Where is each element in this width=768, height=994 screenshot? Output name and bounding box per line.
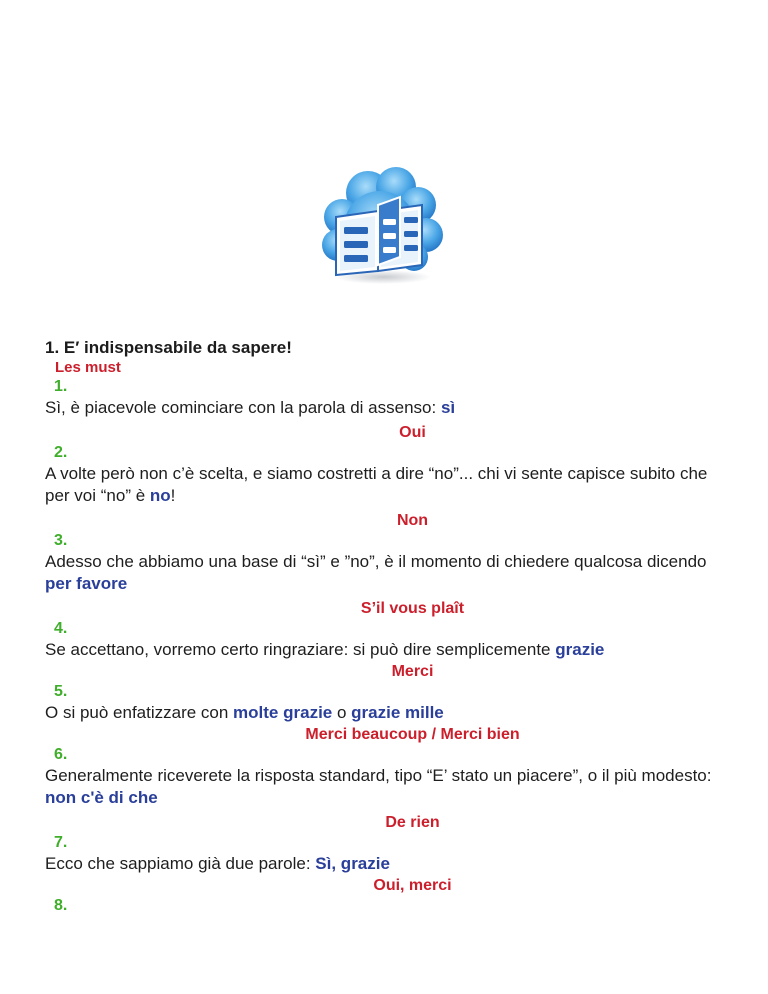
item-number: 8.	[54, 897, 68, 914]
italian-phrase: Sì, grazie	[315, 854, 390, 873]
french-translation: Non	[396, 512, 429, 529]
list-item	[45, 531, 735, 619]
cloud-book-icon	[318, 165, 448, 290]
item-number: 7.	[54, 834, 68, 851]
french-translation: Oui, merci	[373, 877, 452, 894]
item-number: 4.	[54, 620, 68, 637]
list-item	[45, 443, 735, 531]
item-text: O si può enfatizzare con molte grazie o grazie mille	[45, 703, 444, 722]
italian-phrase: sì	[440, 398, 456, 417]
french-translation: S’il vous plaît	[360, 600, 465, 617]
list-item	[45, 619, 735, 682]
item-text: Se accettano, vorremo certo ringraziare: si può dire semplicemente grazie	[45, 640, 605, 659]
italian-phrase: grazie mille	[351, 703, 444, 722]
item-text: A volte però non c’è scelta, e siamo costretti a dire “no”... chi vi sente capisce subito che per voi “no” è no!	[45, 464, 708, 505]
item-text: Sì, è piacevole cominciare con la parola di assenso: sì	[45, 398, 456, 417]
list-item	[45, 833, 735, 896]
list-item	[45, 377, 735, 443]
italian-phrase: molte grazie	[233, 703, 333, 722]
french-translation: Merci beaucoup / Merci bien	[305, 726, 520, 743]
section-subtitle: Les must	[55, 359, 121, 376]
french-translation: De rien	[385, 814, 440, 831]
item-text: Generalmente riceverete la risposta standard, tipo “E’ stato un piacere”, o il più modesto: non c'è di che	[45, 766, 712, 807]
section-title: 1. E′ indispensabile da sapere!	[45, 338, 292, 357]
item-number: 3.	[54, 532, 68, 549]
italian-phrase: grazie	[555, 640, 605, 659]
list-item	[45, 896, 735, 916]
item-number: 1.	[54, 378, 68, 395]
italian-phrase: per favore	[45, 574, 128, 593]
french-translation: Oui	[399, 424, 426, 441]
italian-phrase: no	[149, 486, 171, 505]
french-translation: Merci	[391, 663, 434, 680]
item-number: 6.	[54, 746, 68, 763]
list-item	[45, 682, 735, 745]
item-text: Adesso che abbiamo una base di “sì” e ”no”, è il momento di chiedere qualcosa dicendo per favore	[45, 552, 707, 593]
italian-phrase: non c'è di che	[45, 788, 158, 807]
item-text: Ecco che sappiamo già due parole: Sì, grazie	[45, 854, 390, 873]
list-item	[45, 745, 735, 833]
item-number: 2.	[54, 444, 68, 461]
document-content	[45, 338, 735, 916]
item-number: 5.	[54, 683, 68, 700]
